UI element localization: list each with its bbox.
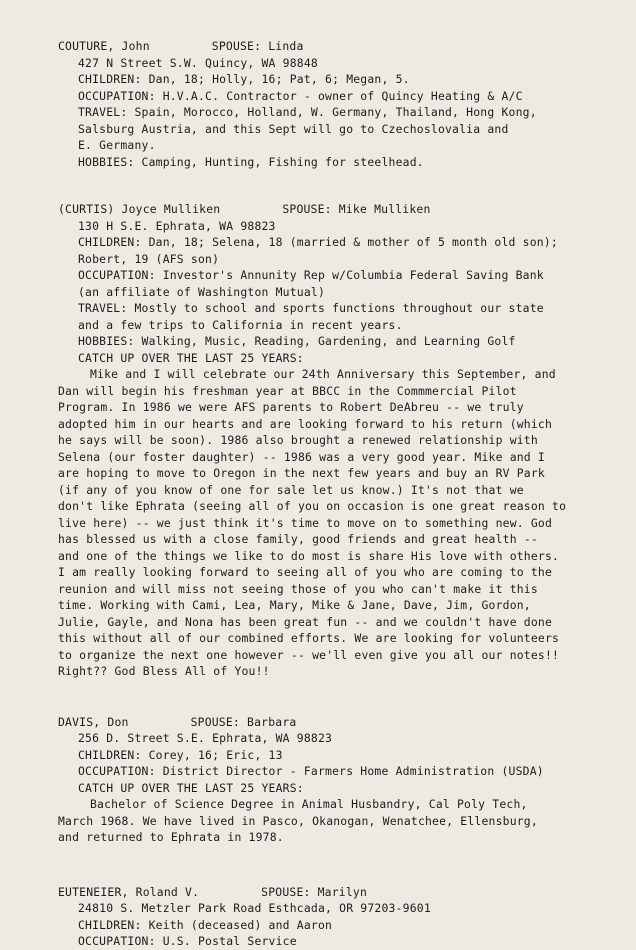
entry-travel-line: Salsburg Austria, and this Sept will go to Czechoslovalia and: [78, 121, 509, 136]
entry-story-line: he says will be soon). 1986 also brought a renewed relationship with: [58, 433, 538, 447]
entry-address: 256 D. Street S.E. Ephrata, WA 98823: [78, 731, 333, 745]
entry-story-line: don't like Ephrata (seeing all of you on occasion is one great reason to: [58, 499, 567, 513]
entry-children: CHILDREN: Dan, 18; Holly, 16; Pat, 6; Megan, 5.: [78, 72, 410, 86]
entry-hobbies: HOBBIES: Camping, Hunting, Fishing for steelhead.: [78, 154, 424, 169]
entry-name: EUTENEIER, Roland V.: [58, 884, 200, 899]
entry-story-line: Selena (our foster daughter) -- 1986 was a very good year. Mike and I: [58, 449, 545, 464]
entry-story-line: I am really looking forward to seeing all of you who are coming to the: [58, 565, 553, 579]
entry-spouse: SPOUSE: Marilyn: [261, 884, 368, 899]
entry-spouse: SPOUSE: Linda: [211, 39, 304, 53]
entry-spouse: SPOUSE: Mike Mulliken: [282, 202, 431, 216]
entry-story-line: Right?? God Bless All of You!!: [58, 664, 270, 678]
entry-story-line: Mike and I will celebrate our 24th Anniversary this September, and: [90, 367, 556, 381]
entry-occupation-line: (an affiliate of Washington Mutual): [78, 284, 326, 299]
entry-story-line: this without all of our combined efforts. We are looking for volunteers: [58, 631, 560, 645]
entry-story-line: reunion and will miss not seeing those of you who can't make it this: [58, 581, 538, 596]
entry-address: 130 H S.E. Ephrata, WA 98823: [78, 218, 276, 233]
entry-euteneier: [58, 884, 616, 950]
entry-story-line: time. Working with Cami, Lea, Mary, Mike & Jane, Dave, Jim, Gordon,: [58, 598, 531, 612]
entry-children-line: Robert, 19 (AFS son): [78, 251, 220, 266]
entry-name: (CURTIS) Joyce Mulliken: [58, 202, 221, 216]
entry-davis: [58, 714, 616, 846]
entry-children: CHILDREN: Keith (deceased) and Aaron: [78, 917, 333, 932]
entry-travel-line: TRAVEL: Mostly to school and sports functions throughout our state: [78, 301, 544, 315]
entry-story-line: March 1968. We have lived in Pasco, Okanogan, Wenatchee, Ellensburg,: [58, 813, 538, 828]
entry-occupation: OCCUPATION: H.V.A.C. Contractor - owner of Quincy Heating & A/C: [78, 88, 523, 103]
entry-occupation-line: OCCUPATION: Investor's Annunity Rep w/Columbia Federal Saving Bank: [78, 268, 544, 282]
entry-story-line: Bachelor of Science Degree in Animal Husbandry, Cal Poly Tech,: [90, 797, 528, 811]
entry-catch-up-heading: CATCH UP OVER THE LAST 25 YEARS:: [78, 350, 304, 365]
entry-story-line: and returned to Ephrata in 1978.: [58, 830, 284, 844]
entry-story-line: Dan will begin his freshman year at BBCC in the Commmercial Pilot: [58, 383, 517, 398]
entry-name: DAVIS, Don: [58, 714, 129, 729]
entry-story-line: Julie, Gayle, and Nona has been great fun -- and we couldn't have done: [58, 614, 553, 629]
entry-catch-up-heading: CATCH UP OVER THE LAST 25 YEARS:: [78, 780, 304, 795]
entry-story-line: are hoping to move to Oregon in the next few years and buy an RV Park: [58, 466, 545, 480]
entry-children: CHILDREN: Corey, 16; Eric, 13: [78, 747, 283, 762]
entry-story-line: live here) -- we just think it's time to move on to something new. God: [58, 515, 553, 530]
entry-hobbies: HOBBIES: Walking, Music, Reading, Gardening, and Learning Golf: [78, 334, 516, 348]
entry-travel-line: E. Germany.: [78, 138, 156, 152]
entry-travel-line: TRAVEL: Spain, Morocco, Holland, W. Germany, Thailand, Hong Kong,: [78, 105, 537, 119]
entry-story-line: Program. In 1986 we were AFS parents to Robert DeAbreu -- we truly: [58, 400, 524, 414]
entry-travel-line: and a few trips to California in recent years.: [78, 317, 403, 332]
entry-address: 24810 S. Metzler Park Road Esthcada, OR 97203-9601: [78, 901, 431, 915]
entry-couture: [58, 38, 616, 170]
entry-occupation: OCCUPATION: District Director - Farmers Home Administration (USDA): [78, 764, 544, 778]
entry-occupation: OCCUPATION: U.S. Postal Service: [78, 934, 297, 948]
entry-story-line: to organize the next one however -- we'll even give you all our notes!!: [58, 647, 560, 662]
entry-story-line: has blessed us with a close family, good friends and great health --: [58, 532, 538, 546]
entry-story-line: (if any of you know of one for sale let us know.) It's not that we: [58, 482, 524, 497]
entry-spouse: SPOUSE: Barbara: [190, 714, 297, 729]
entry-story-line: adopted him in our hearts and are looking forward to his return (which: [58, 416, 553, 431]
entry-children-line: CHILDREN: Dan, 18; Selena, 18 (married & mother of 5 month old son);: [78, 235, 558, 249]
entry-curtis: [58, 201, 616, 680]
entry-address: 427 N Street S.W. Quincy, WA 98848: [78, 55, 318, 70]
entry-name: COUTURE, John: [58, 39, 150, 53]
entry-story-line: and one of the things we like to do most is share His love with others.: [58, 548, 560, 563]
